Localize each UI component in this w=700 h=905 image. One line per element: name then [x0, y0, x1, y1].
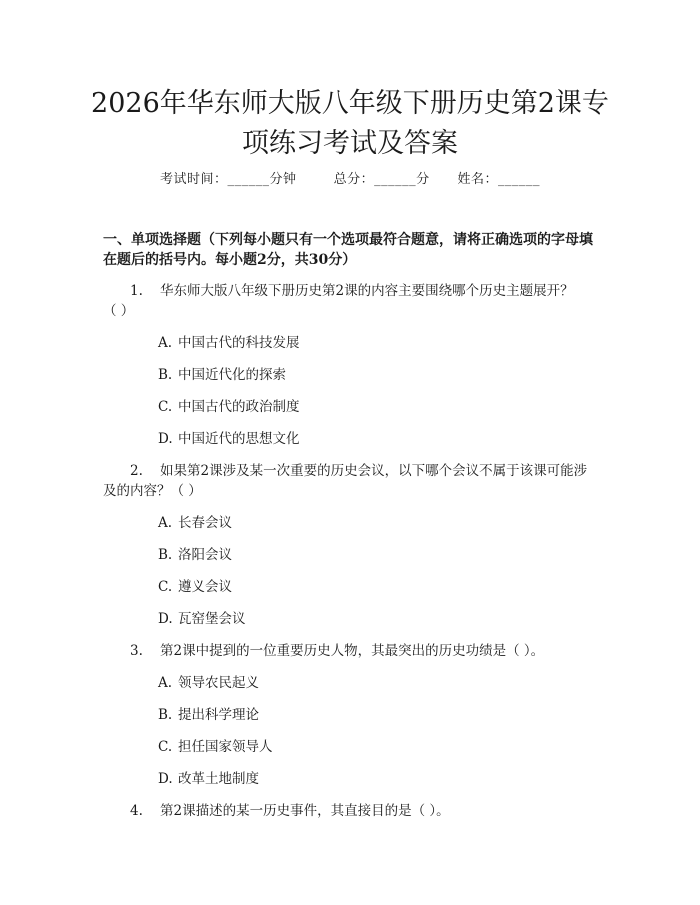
option-text: 提出科学理论 [178, 707, 259, 723]
option-text: 领导农民起义 [178, 675, 259, 691]
name-blank: ______ [497, 172, 540, 187]
option-item [158, 429, 300, 449]
option-text: 遵义会议 [178, 579, 232, 595]
page-title-line1: 2026年华东师大版八年级下册历史第2课专 [91, 88, 609, 119]
question-text: 华东师大版八年级下册历史第2课的内容主要围绕哪个历史主题展开？ [160, 283, 574, 299]
question-number: 4. [130, 803, 143, 819]
option-item [158, 513, 232, 533]
page-title-line2: 项练习考试及答案 [242, 128, 458, 159]
option-text: 洛阳会议 [178, 547, 232, 563]
option-letter: B. [158, 547, 173, 563]
option-letter: B. [158, 707, 173, 723]
option-item [158, 609, 246, 629]
option-text: 长春会议 [178, 515, 232, 531]
exam-time-label: 考试时间： [160, 172, 228, 187]
option-item [158, 545, 232, 565]
option-letter: D. [158, 431, 173, 447]
question-text: 第2课中提到的一位重要历史人物，其最突出的历史功绩是（ ）。 [160, 643, 545, 659]
option-text: 中国古代的政治制度 [178, 399, 300, 415]
question-number: 1. [130, 283, 143, 299]
option-item [158, 365, 286, 385]
option-text: 中国近代的思想文化 [178, 431, 300, 447]
meta-gap [430, 172, 458, 187]
option-text: 中国近代化的探索 [178, 367, 286, 383]
total-score-unit: 分 [416, 172, 430, 187]
option-letter: D. [158, 611, 173, 627]
meta-gap [297, 172, 334, 187]
exam-meta-line [0, 168, 700, 187]
option-letter: A. [158, 675, 173, 691]
exam-time-unit: 分钟 [269, 172, 297, 187]
exam-time-blank: ______ [227, 172, 270, 187]
option-letter: D. [158, 771, 173, 787]
question-continuation: 及的内容？（ ） [103, 483, 202, 499]
option-letter: B. [158, 367, 173, 383]
option-item [158, 577, 232, 597]
total-score-blank: ______ [374, 172, 417, 187]
option-item [158, 397, 300, 417]
question-text: 如果第2课涉及某一次重要的历史会议，以下哪个会议不属于该课可能涉 [160, 463, 588, 479]
option-letter: C. [158, 399, 173, 415]
question-text: 第2课描述的某一历史事件，其直接目的是（ ）。 [160, 803, 450, 819]
option-text: 担任国家领导人 [178, 739, 273, 755]
option-text: 中国古代的科技发展 [178, 335, 300, 351]
question-number: 2. [130, 463, 143, 479]
option-item [158, 737, 273, 757]
option-item [158, 673, 259, 693]
total-score-label: 总分： [333, 172, 375, 187]
name-label: 姓名： [457, 172, 498, 187]
option-letter: A. [158, 335, 173, 351]
option-letter: C. [158, 739, 173, 755]
option-letter: A. [158, 515, 173, 531]
section-heading-line2: 在题后的括号内。每小题2分，共30分） [103, 252, 357, 268]
option-text: 瓦窑堡会议 [178, 611, 246, 627]
option-text: 改革土地制度 [178, 771, 259, 787]
option-item [158, 333, 300, 353]
option-letter: C. [158, 579, 173, 595]
option-item [158, 769, 259, 789]
question-number: 3. [130, 643, 143, 659]
option-item [158, 705, 259, 725]
section-heading-line1: 一、单项选择题（下列每小题只有一个选项最符合题意，请将正确选项的字母填 [103, 232, 593, 248]
question-continuation: （ ） [103, 303, 135, 319]
